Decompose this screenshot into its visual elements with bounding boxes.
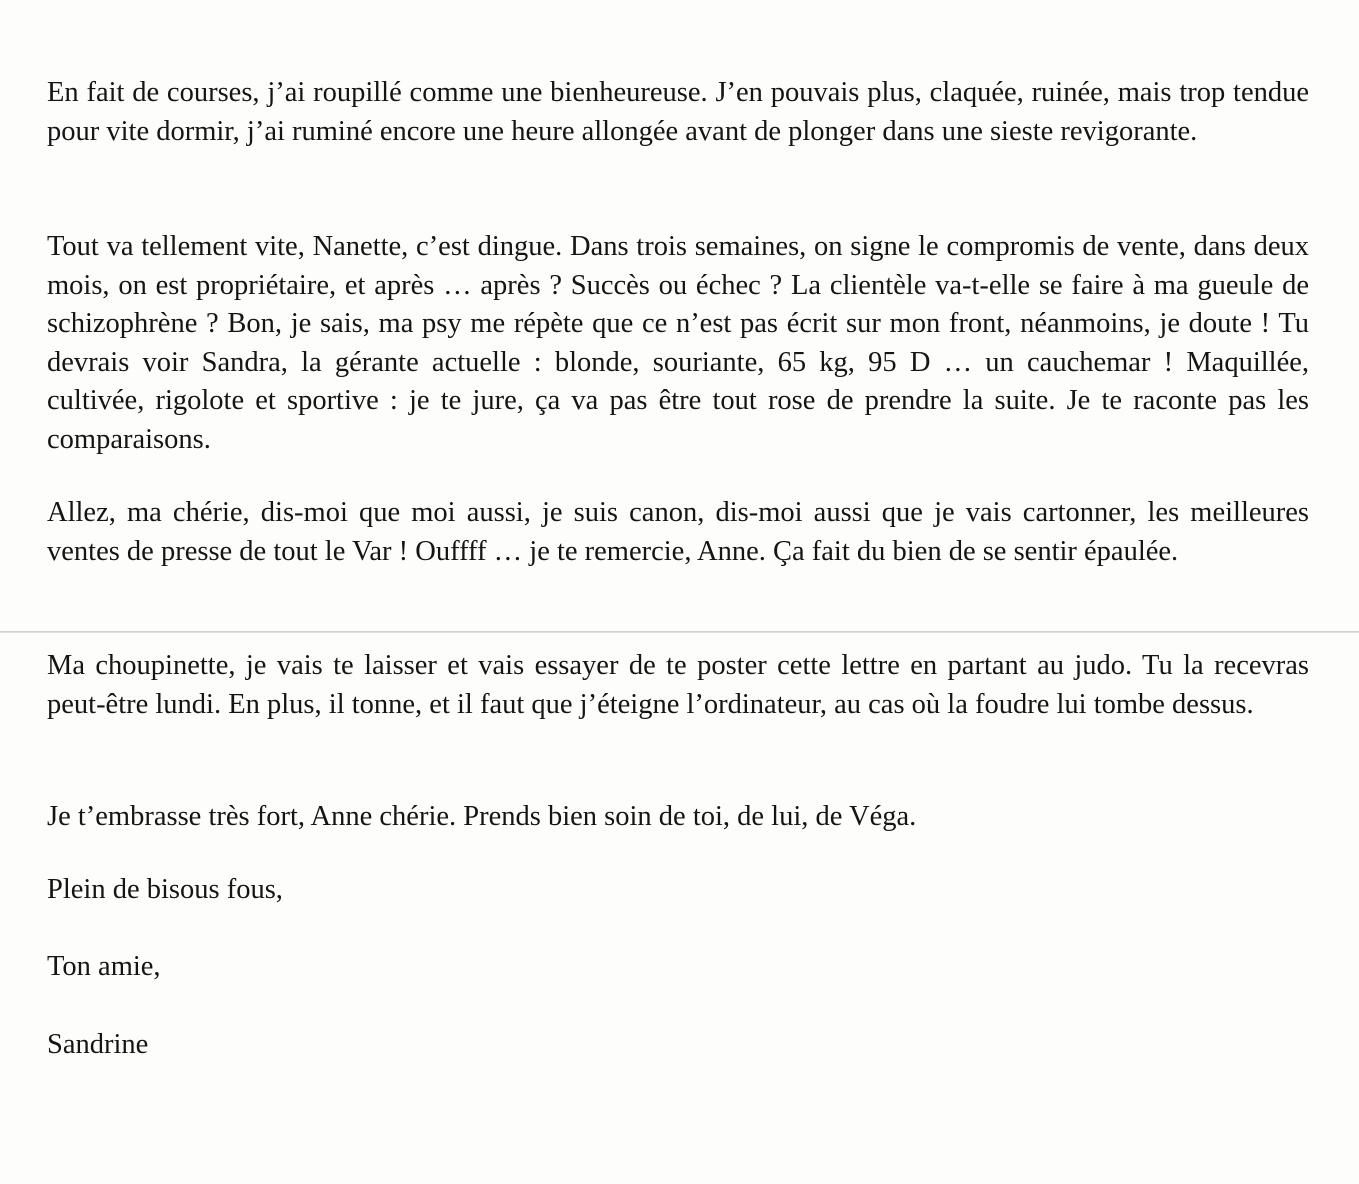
paragraph-purchase: Tout va tellement vite, Nanette, c’est dingue. Dans trois semaines, on signe le compromis de vente, dans deux mois, on est propriétaire, et après … après ? Succès ou échec ? La clientèle va-t-elle se faire à ma gueule de schizophrène ? Bon, je sais, ma psy me répète que ce n’est pas écrit sur mon front, néanmoins, je doute ! Tu devrais voir Sandra, la gérante actuelle : blonde, souriante, 65 kg, 95 D … un cauchemar ! Maquillée, cultivée, rigolote et sportive : je te jure, ça va pas être tout rose de prendre la suite. Je te raconte pas les comparaisons.	[47, 231, 1309, 455]
signature-name: Sandrine	[47, 1029, 149, 1060]
paragraph-leaving: Ma choupinette, je vais te laisser et vais essayer de te poster cette lettre en partant au judo. Tu la recevras peut-être lundi. En plus, il tonne, et il faut que j’éteigne l’ordinateur, au cas où la foudre lui tombe dessus.	[47, 650, 1309, 720]
paragraph-embrace: Je t’embrasse très fort, Anne chérie. Prends bien soin de toi, de lui, de Véga.	[47, 801, 917, 832]
closing-line: Plein de bisous fous,	[47, 874, 283, 905]
paper-fold-line	[0, 631, 1359, 633]
paragraph-naps: En fait de courses, j’ai roupillé comme une bienheureuse. J’en pouvais plus, claquée, ruinée, mais trop tendue pour vite dormir, j’ai ruminé encore une heure allongée avant de plonger dans une sieste revigorante.	[47, 77, 1309, 147]
sign-off-line: Ton amie,	[47, 951, 161, 982]
paragraph-encouragement: Allez, ma chérie, dis-moi que moi aussi, je suis canon, dis-moi aussi que je vais cartonner, les meilleures ventes de presse de tout le Var ! Ouffff … je te remercie, Anne. Ça fait du bien de se sentir épaulée.	[47, 497, 1309, 567]
